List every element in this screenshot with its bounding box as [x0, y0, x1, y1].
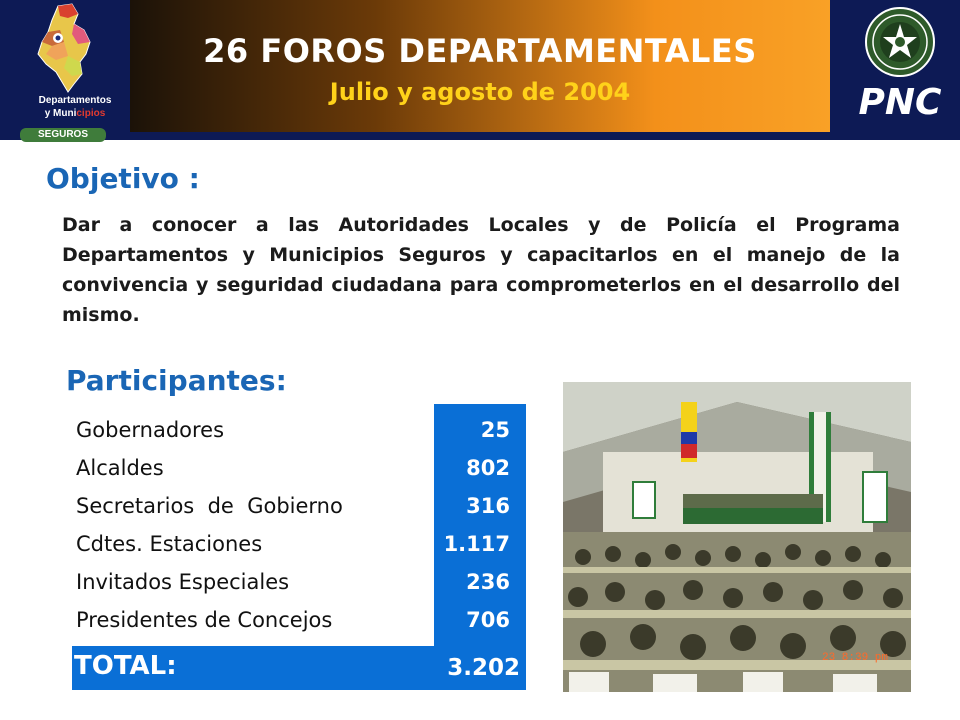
colombia-map-icon: [28, 2, 98, 94]
participant-row-cdtes: [76, 526, 526, 562]
participant-row-presidentes: [76, 602, 526, 638]
event-photo: [563, 382, 911, 692]
participant-value: 1.117: [443, 532, 510, 556]
police-seal-icon: [864, 6, 936, 78]
program-logo: [6, 0, 128, 138]
participant-label: Secretarios de Gobierno: [76, 494, 343, 518]
event-photo-illustration: [563, 382, 911, 692]
participant-label: Gobernadores: [76, 418, 225, 442]
page-title: 26 FOROS DEPARTAMENTALES: [203, 32, 757, 70]
total-value: 3.202: [447, 655, 520, 681]
participant-row-alcaldes: [76, 450, 526, 486]
logo-line2-b: cipios: [76, 108, 106, 119]
photo-timestamp: 23 8:39 pm: [822, 652, 889, 664]
participant-value: 236: [466, 570, 510, 594]
participant-label: Invitados Especiales: [76, 570, 290, 594]
participant-row-gobernadores: [76, 412, 526, 448]
pnc-label: PNC: [858, 82, 942, 123]
objective-text: Dar a conocer a las Autoridades Locales y de Policía el Programa Departamentos y Municipios Seguros y capacitarlos en el manejo de la convivencia y seguridad ciudadana para comprometerlos en el desarrollo del mismo.: [62, 214, 900, 326]
logo-line1: Departamentos: [38, 95, 112, 106]
title-panel: [130, 0, 830, 132]
participant-label: Alcaldes: [76, 456, 164, 480]
participant-row-invitados: [76, 564, 526, 600]
logo-line2-a: y Muni: [44, 108, 77, 119]
participant-label: Presidentes de Concejos: [76, 608, 333, 632]
total-row: [72, 646, 526, 690]
participants-heading: Participantes:: [66, 364, 287, 397]
total-label: TOTAL:: [74, 651, 177, 681]
participant-value: 316: [466, 494, 510, 518]
logo-line2: [20, 108, 130, 119]
objective-heading: Objetivo :: [46, 162, 200, 195]
logo-badge: SEGUROS: [20, 128, 106, 142]
participant-row-secretarios: [76, 488, 526, 524]
participant-value: 706: [466, 608, 510, 632]
page-subtitle: Julio y agosto de 2004: [329, 78, 631, 106]
participant-label: Cdtes. Estaciones: [76, 532, 263, 556]
participant-value: 25: [480, 418, 510, 442]
header-bar: [0, 0, 960, 140]
participant-value: 802: [466, 456, 510, 480]
